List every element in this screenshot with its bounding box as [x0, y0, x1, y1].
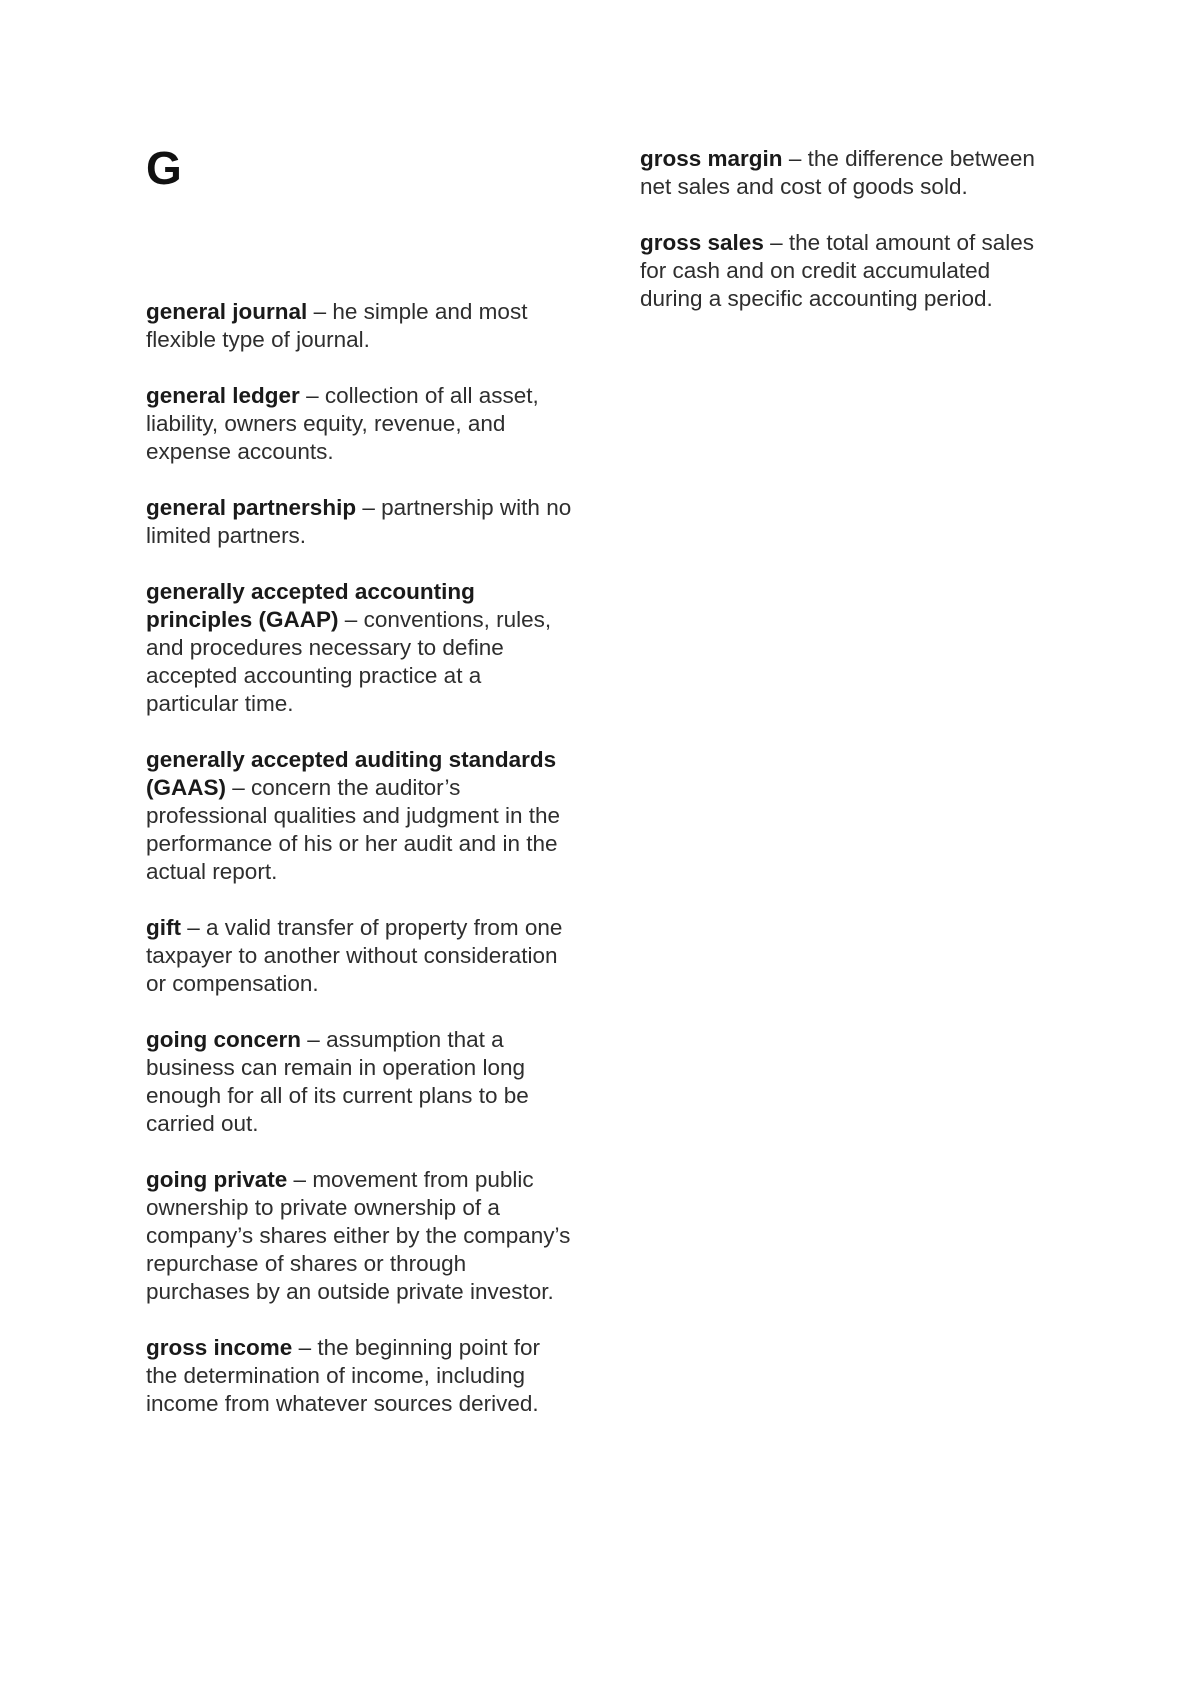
glossary-entry-gaas: [146, 746, 576, 886]
entry-definition: partnership with no limited partners.: [146, 495, 572, 548]
entry-dash: –: [232, 775, 245, 800]
entry-term: general partnership: [146, 495, 357, 520]
glossary-entry-going-concern: [146, 1026, 576, 1138]
glossary-entry-gaap: [146, 578, 576, 718]
entry-definition: assumption that a business can remain in operation long enough for all of its current plans to be carried out.: [146, 1027, 529, 1136]
entry-dash: –: [187, 915, 200, 940]
entry-term: gross sales: [640, 230, 764, 255]
glossary-column-right: [640, 145, 1050, 341]
entry-term: generally accepted accounting principles (GAAP): [146, 579, 475, 632]
entry-term: gross margin: [640, 146, 783, 171]
glossary-column-left: [146, 298, 576, 1446]
glossary-entry-gross-margin: [640, 145, 1050, 201]
entry-term: going concern: [146, 1027, 302, 1052]
entry-definition: concern the auditor’s professional qualities and judgment in the performance of his or her audit and in the actual report.: [146, 775, 561, 884]
glossary-entry-general-partnership: [146, 494, 576, 550]
entry-definition: collection of all asset, liability, owners equity, revenue, and expense accounts.: [146, 383, 539, 464]
entry-dash: –: [293, 1167, 307, 1192]
entry-term: gift: [146, 915, 181, 940]
entry-dash: –: [770, 230, 783, 255]
entry-definition: he simple and most flexible type of journal.: [146, 299, 528, 352]
entry-dash: –: [344, 607, 358, 632]
entry-definition: conventions, rules, and procedures necessary to define accepted accounting practice at a particular time.: [146, 607, 552, 716]
entry-dash: –: [788, 146, 802, 171]
entry-dash: –: [307, 1027, 320, 1052]
entry-term: general ledger: [146, 383, 300, 408]
entry-definition: the beginning point for the determination of income, including income from whatever sources derived.: [146, 1335, 541, 1416]
glossary-entry-general-journal: [146, 298, 576, 354]
entry-definition: the total amount of sales for cash and on credit accumulated during a specific accounting period.: [640, 230, 1035, 311]
entry-dash: –: [313, 299, 327, 324]
entry-definition: movement from public ownership to private ownership of a company’s shares either by the company’s repurchase of shares or through purchases by an outside private investor.: [146, 1167, 571, 1304]
glossary-entry-gross-income: [146, 1334, 576, 1418]
glossary-entry-gift: [146, 914, 576, 998]
entry-dash: –: [298, 1335, 312, 1360]
entry-dash: –: [306, 383, 319, 408]
entry-term: general journal: [146, 299, 308, 324]
entry-term: going private: [146, 1167, 288, 1192]
entry-definition: the difference between net sales and cost of goods sold.: [640, 146, 1035, 199]
glossary-entry-going-private: [146, 1166, 576, 1306]
glossary-entry-gross-sales: [640, 229, 1050, 313]
entry-term: generally accepted auditing standards (GAAS): [146, 747, 557, 800]
entry-term: gross income: [146, 1335, 293, 1360]
section-letter: G: [146, 142, 182, 194]
entry-definition: a valid transfer of property from one taxpayer to another without consideration or compensation.: [146, 915, 563, 996]
glossary-entry-general-ledger: [146, 382, 576, 466]
entry-dash: –: [362, 495, 375, 520]
